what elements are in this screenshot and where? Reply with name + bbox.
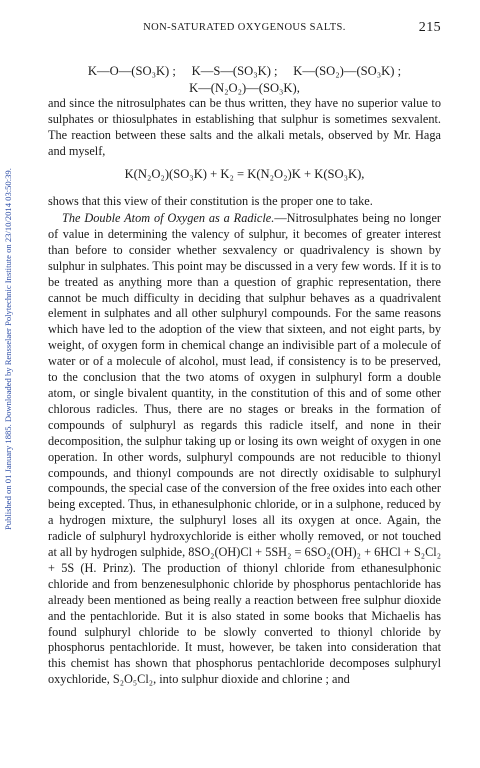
section-heading: The Double Atom of Oxygen as a Radicle. [62,211,275,225]
download-watermark: Published on 01 January 1885. Downloaded by Rensselaer Polytechnic Institute on 23/10/2014 03:50:39. [3,168,13,530]
running-title: NON-SATURATED OXYGENOUS SALTS. [143,22,346,33]
formula-line-1: K—O—(SO₃K) ; K—S—(SO₃K) ; K—(SO₂)—(SO₃K) ; [87,64,402,78]
formula-line-2: K—(N₂O₂)—(SO₃K), [189,81,300,95]
paragraph-3-body: —Nitrosulphates being no longer of value in determining the valency of sulphur, it becomes of greater interest than before to consider whether sexvalency or quadrivalency is shown by sulphur in sulphates. This point may be discussed in a very few words. If it is to be treated as anything more than a question of graphic representation, there cannot be much difficulty in deciding that sulphur behaves as a quadrivalent element in sulphates and all other sulphuryl compounds. For the same reasons which have led to the adoption of the view that sixteen, and not eight parts, by weight, of oxygen form in chemical change an indivisible part of a molecule of water or of a molecule of alcohol, must lead, if consistency is to be preserved, to the conclusion that the two atoms of oxygen in sulphuryl form a double atom, or single bivalent quantity, in the constitution of this and of some other chlorous radicles. Thus, there are no stages or breaks in the formation of compounds of sulphuryl as regards this radicle itself, and none in their decomposition, the sulphur taking up or losing its own weight of oxygen in one operation. In other words, sulphuryl compounds are not reducible to thionyl compounds, and thionyl compounds are not directly oxidisable to sulphuryl compounds, the special case of the conversion of the free oxides into each other being excepted. Thus, in ethanesulphonic chloride, or in a sulphone, reduced by a hydrogen mixture, the sulphuryl loses all its oxygen at once. Again, the radicle of sulphuryl hydroxychloride is either wholly removed, or not touched at all by hydrogen sulphide, 8SO₂(OH)Cl + 5SH₂ = 6SO₂(OH)₂ + 6HCl + S₂Cl₂ + 5S (H. Prinz). The production of thionyl chloride from ethanesulphonic chloride and from benzenesulphonic chloride by phosphorus pentachloride has already been mentioned as being really a reaction between free sulphur dioxide and the pentachloride. But it is also stated in some books that Michaelis has found sulphuryl chloride to be slowly converted to thionyl chloride by phosphorus pentachloride. It must, however, be taken into consideration that this chemist has shown that phosphorus pentachloride decomposes sulphuryl oxychloride, S₂O₅Cl₂, into sulphur dioxide and chlorine ; and [48,211,441,687]
reaction-equation: K(N₂O₂)(SO₃K) + K₂ = K(N₂O₂)K + K(SO₃K), [124,167,365,181]
paragraph-3 [48,211,441,688]
paragraph-2: shows that this view of their constitution is the proper one to take. [48,194,373,208]
page-number: 215 [418,20,441,35]
paragraph-1: and since the nitrosulphates can be thus written, they have no superior value to sulphates or thiosulphates in establishing that sulphur is sometimes sexvalent. The reaction between these salts and the alkali metals, observed by Mr. Haga and myself, [48,96,441,158]
running-header [48,20,441,38]
